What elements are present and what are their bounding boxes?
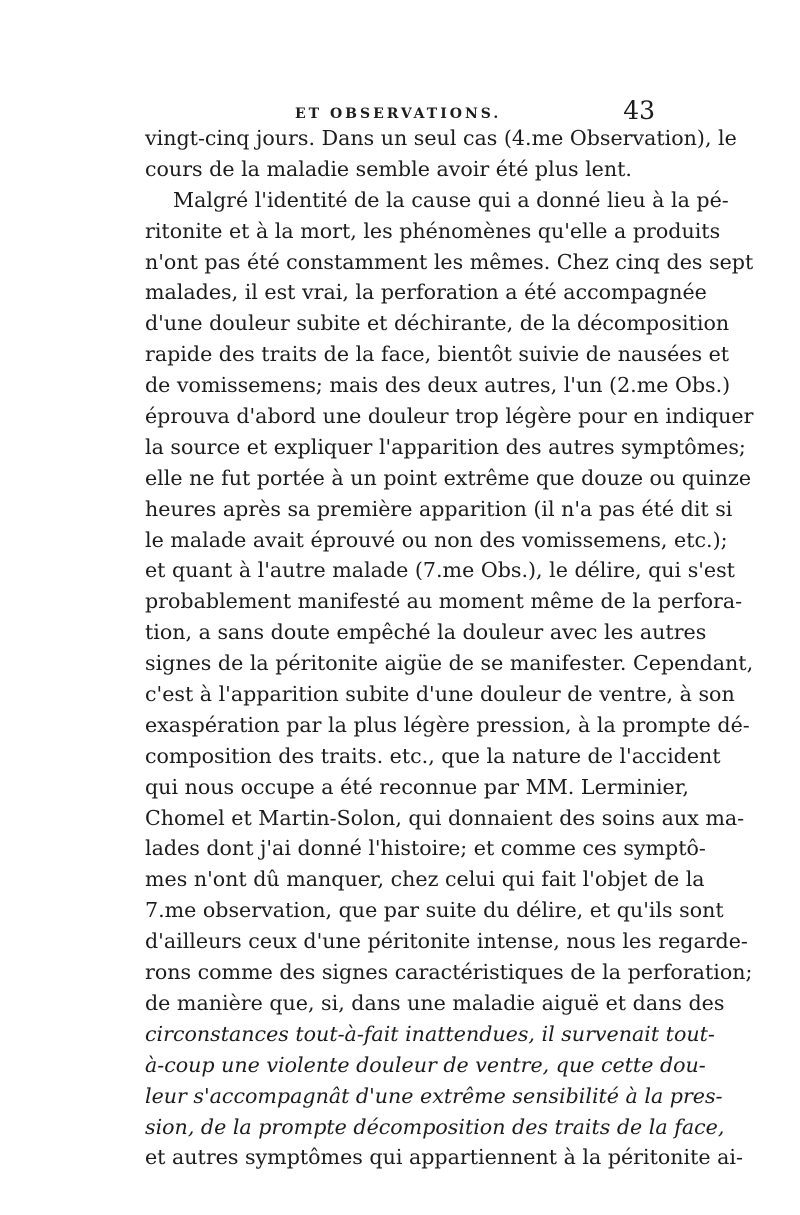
text-line: d'une douleur subite et déchirante, de la décomposition: [145, 311, 730, 336]
text-line: circonstances tout-à-fait inattendues, il survenait tout-: [145, 1021, 715, 1046]
running-title: ET OBSERVATIONS.: [295, 106, 502, 122]
text-line: leur s'accompagnât d'une extrême sensibilité à la pres-: [145, 1083, 723, 1108]
text-line: n'ont pas été constamment les mêmes. Chez cinq des sept: [145, 249, 754, 274]
text-line: lades dont j'ai donné l'histoire; et comme ces symptô-: [145, 836, 706, 861]
text-line: mes n'ont dû manquer, chez celui qui fait l'objet de la: [145, 867, 705, 892]
text-line: signes de la péritonite aigüe de se manifester. Cependant,: [145, 651, 754, 676]
text-line: 7.me observation, que par suite du délire, et qu'ils sont: [145, 898, 724, 923]
text-line: rons comme des signes caractéristiques de la perforation;: [145, 960, 753, 985]
text-line: exaspération par la plus légère pression, à la prompte dé-: [145, 712, 750, 737]
text-line: et quant à l'autre malade (7.me Obs.), le délire, qui s'est: [145, 558, 735, 583]
text-line: rapide des traits de la face, bientôt suivie de nausées et: [145, 342, 730, 367]
text-line: de manière que, si, dans une maladie aiguë et dans des: [145, 990, 725, 1015]
text-line: la source et expliquer l'apparition des autres symptômes;: [145, 434, 746, 459]
text-line: sion, de la prompte décomposition des traits de la face,: [145, 1114, 725, 1139]
text-line: composition des traits. etc., que la nature de l'accident: [145, 743, 721, 768]
text-line: elle ne fut portée à un point extrême que douze ou quinze: [145, 465, 752, 490]
text-line: Malgré l'identité de la cause qui a donné lieu à la pé-: [173, 187, 729, 212]
text-line: Chomel et Martin-Solon, qui donnaient des soins aux ma-: [145, 805, 745, 830]
text-line: cours de la maladie semble avoir été plus lent.: [145, 156, 632, 181]
text-line: malades, il est vrai, la perforation a été accompagnée: [145, 280, 707, 305]
body-text: [145, 123, 754, 1173]
text-line: tion, a sans doute empêché la douleur avec les autres: [145, 620, 707, 645]
text-line: vingt-cinq jours. Dans un seul cas (4.me Observation), le: [145, 126, 737, 150]
page-number: 43: [623, 96, 655, 125]
text-line: éprouva d'abord une douleur trop légère pour en indiquer: [145, 404, 754, 429]
text-line: et autres symptômes qui appartiennent à la péritonite ai-: [145, 1145, 743, 1170]
text-line: d'ailleurs ceux d'une péritonite intense, nous les regarde-: [145, 929, 748, 954]
text-line: ritonite et à la mort, les phénomènes qu'elle a produits: [145, 218, 721, 243]
text-line: qui nous occupe a été reconnue par MM. Lerminier,: [145, 774, 689, 799]
text-line: c'est à l'apparition subite d'une douleur de ventre, à son: [145, 682, 735, 707]
text-line: le malade avait éprouvé ou non des vomissemens, etc.);: [145, 527, 728, 552]
text-line: à-coup une violente douleur de ventre, que cette dou-: [145, 1052, 706, 1077]
text-line: de vomissemens; mais des deux autres, l'un (2.me Obs.): [145, 373, 731, 398]
text-line: heures après sa première apparition (il n'a pas été dit si: [145, 496, 733, 521]
text-line: probablement manifesté au moment même de la perfora-: [145, 589, 743, 614]
